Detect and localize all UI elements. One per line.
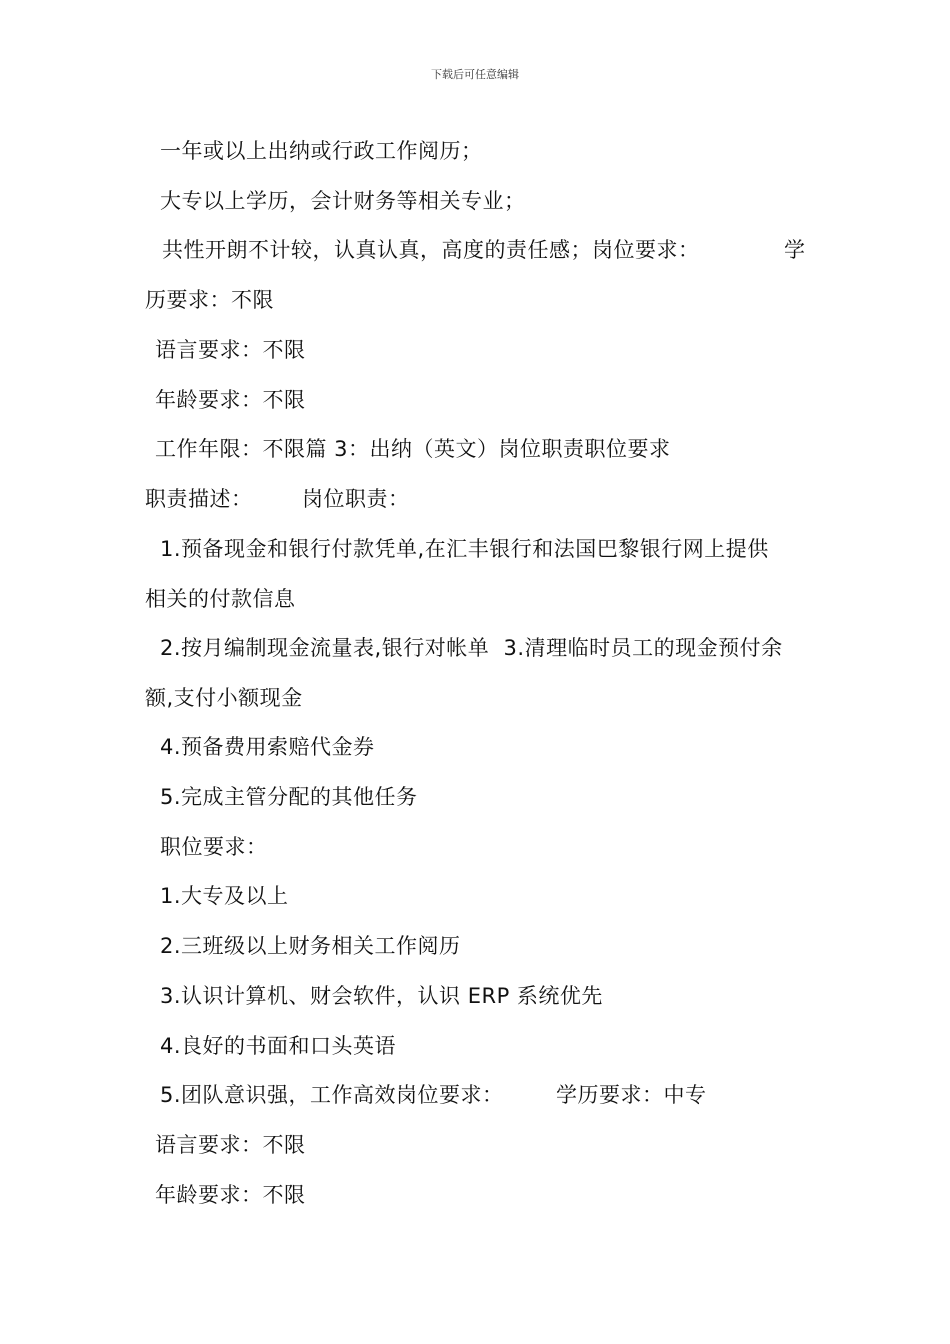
text-line: 共性开朗不计较，认真认真，高度的责任感；岗位要求： — [162, 238, 700, 262]
text-line: 职位要求： — [160, 835, 268, 859]
text-line: 语言要求：不限 — [155, 338, 306, 362]
text-line: 年龄要求：不限 — [155, 388, 306, 412]
text-line: 3.认识计算机、财会软件，认识 ERP 系统优先 — [160, 984, 603, 1008]
text-line: 学历要求：中专 — [556, 1083, 707, 1107]
text-line: 1.预备现金和银行付款凭单,在汇丰银行和法国巴黎银行网上提供 — [160, 537, 769, 561]
text-line: 4.良好的书面和口头英语 — [160, 1034, 397, 1058]
text-line: 5.团队意识强，工作高效岗位要求： — [160, 1083, 504, 1107]
text-line: 语言要求：不限 — [155, 1133, 306, 1157]
text-line: 学 — [784, 238, 806, 262]
text-line: 2.三班级以上财务相关工作阅历 — [160, 934, 461, 958]
text-line: 4.预备费用索赔代金券 — [160, 735, 375, 759]
text-line: 大专以上学历，会计财务等相关专业； — [160, 189, 526, 213]
text-line: 2.按月编制现金流量表,银行对帐单 3.清理临时员工的现金预付余 — [160, 636, 783, 660]
text-line: 1.大专及以上 — [160, 884, 289, 908]
text-line: 额,支付小额现金 — [145, 686, 303, 710]
text-line: 一年或以上出纳或行政工作阅历； — [160, 139, 483, 163]
text-line: 相关的付款信息 — [145, 587, 296, 611]
text-line: 工作年限：不限篇 3：出纳（英文）岗位职责职位要求 — [155, 437, 671, 461]
text-line: 5.完成主管分配的其他任务 — [160, 785, 418, 809]
text-line: 职责描述： — [145, 487, 253, 511]
page-header: 下载后可任意编辑 — [431, 68, 519, 81]
text-line: 历要求：不限 — [145, 288, 274, 312]
text-line: 年龄要求：不限 — [155, 1183, 306, 1207]
text-line: 岗位职责： — [302, 487, 410, 511]
